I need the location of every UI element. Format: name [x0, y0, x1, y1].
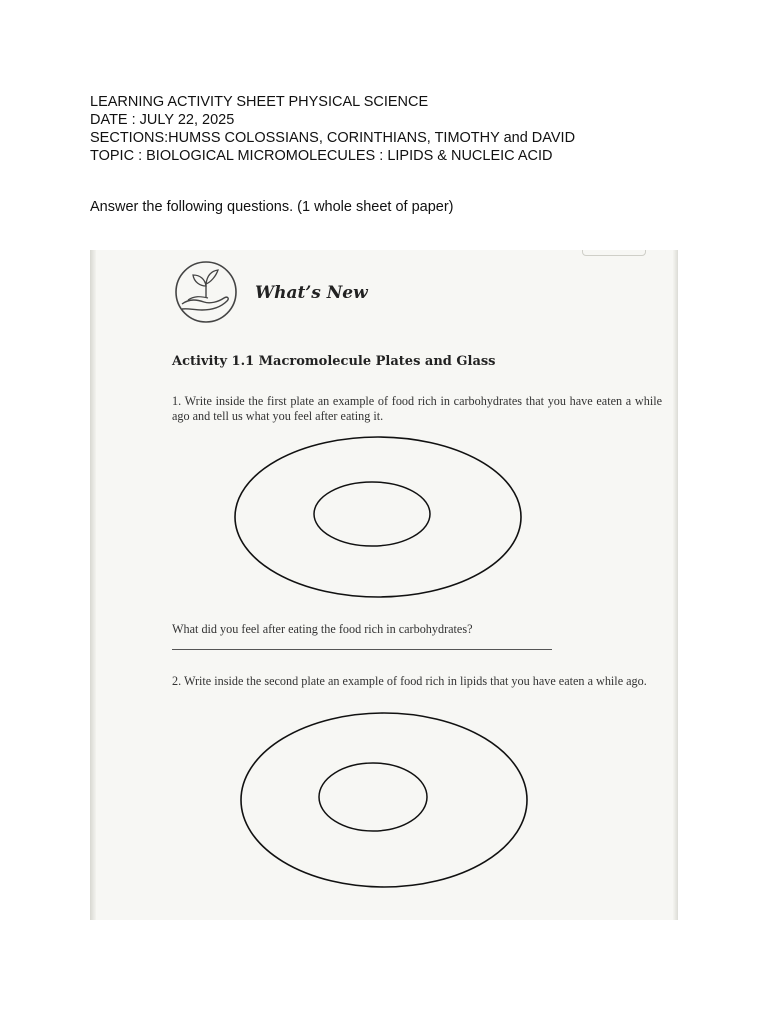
- plate-2-diagram: [238, 710, 530, 890]
- followup-question: What did you feel after eating the food rich in carbohydrates?: [172, 622, 473, 636]
- plate-1-diagram: [232, 434, 524, 600]
- document-header: [90, 93, 575, 165]
- question-2: 2. Write inside the second plate an example of food rich in lipids that you have eaten a while ago.: [172, 674, 647, 688]
- header-title: LEARNING ACTIVITY SHEET PHYSICAL SCIENCE: [90, 94, 429, 110]
- activity-title: Activity 1.1 Macromolecule Plates and Glass: [172, 354, 496, 369]
- scan-right-edge: [673, 250, 678, 920]
- scan-tab-mark: [582, 250, 646, 256]
- header-date: DATE : JULY 22, 2025: [90, 112, 235, 128]
- scan-left-edge: [90, 250, 96, 920]
- header-sections: SECTIONS:HUMSS COLOSSIANS, CORINTHIANS, TIMOTHY and DAVID: [90, 130, 576, 146]
- scanned-worksheet-image: [90, 250, 678, 920]
- hand-with-plant-icon: [174, 260, 238, 324]
- instruction-text: Answer the following questions. (1 whole sheet of paper): [90, 199, 454, 215]
- whats-new-title: What’s New: [255, 283, 368, 303]
- answer-line: [172, 649, 552, 650]
- question-1: 1. Write inside the first plate an example of food rich in carbohydrates that you have eaten a while ago and tell us what you feel after eating it.: [172, 394, 662, 423]
- header-topic: TOPIC : BIOLOGICAL MICROMOLECULES : LIPIDS & NUCLEIC ACID: [90, 148, 553, 164]
